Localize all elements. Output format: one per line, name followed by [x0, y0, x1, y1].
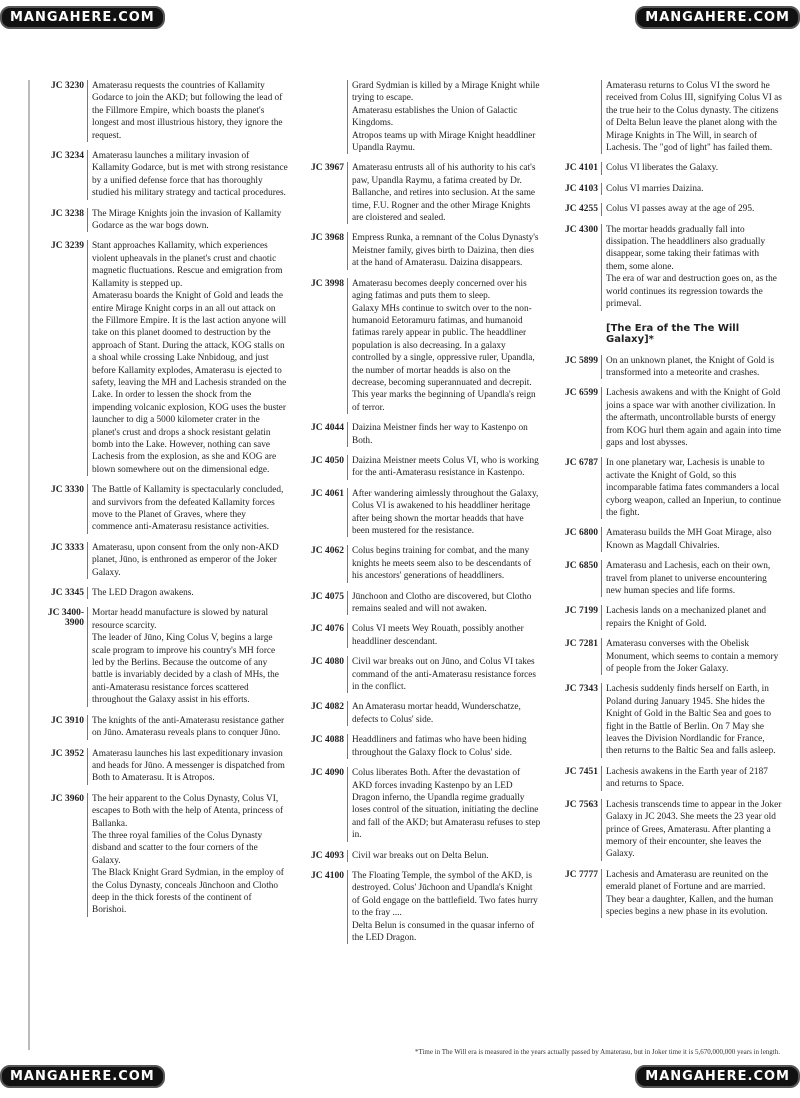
entry-paragraph: The leader of Jūno, King Colus V, begins a large scale program to improve his country's MH force led by the Berlins. Because the outcome of any battle is invariably decided by a clash of MHs, the anti-Amaterasu resistance forces scattered throughout the Galaxy assist in his efforts. — [92, 633, 279, 706]
entry-paragraph: Amaterasu returns to Colus VI the sword he received from Colus III, signifying Colus VI as the true heir to the Colus dynasty. The citizens of Delta Belun leave the planet along with the Mirage Knights in The Will, in search of Lachesis. The "god of light" has failed them. — [606, 81, 782, 154]
entry-date: JC 3400-3900 — [47, 608, 84, 629]
entry-paragraph: The Black Knight Grard Sydmian, in the employ of the Colus Dynasty, conceals Jūnchoon and Clotho deep in the thick forests of the continent of Borishoi. — [92, 868, 284, 916]
entry-divider — [87, 240, 88, 476]
timeline-entry — [544, 605, 782, 630]
entry-text — [606, 162, 782, 174]
entry-divider — [347, 545, 348, 582]
entry-date: JC 4075 — [311, 591, 344, 602]
entry-divider — [601, 203, 602, 215]
entry-paragraph: Colus begins training for combat, and the many knights he meets seem also to be descendants of his ancestors' generations of headdliners. — [352, 546, 532, 582]
entry-paragraph: The era of war and destruction goes on, as the world continues its regression towards the primeval. — [606, 274, 777, 310]
timeline-entry — [544, 162, 782, 174]
entry-date: JC 4080 — [311, 657, 344, 668]
timeline-entry — [544, 203, 782, 215]
entry-text — [92, 607, 288, 706]
entry-paragraph: Daizina Meistner meets Colus VI, who is working for the anti-Amaterasu resistance in Kastenpo. — [352, 455, 539, 479]
entry-divider — [347, 870, 348, 944]
entry-paragraph: Headdliners and fatimas who have been hiding throughout the Galaxy flock to Colus' side. — [352, 735, 527, 758]
entry-paragraph: The Battle of Kallamity is spectacularly concluded, and survivors from the defeated Kallamity forces move to the Planet of Graves, where they commence anti-Amaterasu resistance activities. — [92, 485, 284, 533]
entry-text — [92, 80, 288, 142]
entry-divider — [601, 355, 602, 380]
entry-paragraph: Colus VI passes away at the age of 295. — [606, 204, 755, 215]
entry-date: JC 4090 — [311, 768, 344, 779]
entry-paragraph: Amaterasu converses with the Obelisk Monument, which seems to contain a memory of people from the Joker Galaxy. — [606, 639, 779, 675]
timeline-entry — [544, 799, 782, 861]
entry-paragraph: The Floating Temple, the symbol of the AKD, is destroyed. Colus' Jūchoon and Upandla's Knight of Gold engage on the battlefield. Two fates hurry to the fray .... — [352, 870, 538, 919]
entry-text — [606, 683, 782, 757]
watermark-top-right: MANGAHERE.COM — [635, 6, 800, 29]
entry-date: JC 4103 — [565, 183, 598, 194]
entry-divider — [601, 224, 602, 311]
timeline-entry — [30, 80, 288, 142]
timeline-entry — [544, 387, 782, 449]
entry-divider — [347, 767, 348, 841]
entry-divider — [601, 869, 602, 919]
entry-divider — [347, 232, 348, 269]
entry-date: JC 3234 — [51, 151, 84, 162]
entry-text — [352, 232, 542, 269]
entry-text — [352, 870, 542, 944]
entry-date: JC 3239 — [51, 241, 84, 252]
entry-date: JC 4088 — [311, 735, 344, 746]
entry-date: JC 3910 — [51, 715, 84, 726]
entry-paragraph: Lachesis transcends time to appear in the Joker Galaxy in JC 2043. She meets the 23 year old prince of Grees, Amaterasu. After planting a memory of their encounter, she leaves the Galaxy. — [606, 799, 782, 860]
entry-divider — [601, 387, 602, 449]
entry-text — [606, 355, 782, 380]
entry-paragraph: Jūnchoon and Clotho are discovered, but Clotho remains sealed and will not awaken. — [352, 591, 532, 615]
timeline-entry — [290, 278, 542, 414]
timeline-entry — [30, 587, 288, 599]
entry-date: JC 4082 — [311, 702, 344, 713]
timeline-entry — [544, 638, 782, 675]
entry-text — [606, 457, 782, 519]
entry-paragraph: The three royal families of the Colus Dynasty disband and scatter to the four corners of the Galaxy. — [92, 830, 263, 866]
entry-text — [606, 638, 782, 675]
entry-paragraph: Amaterasu entrusts all of his authority to his cat's paw, Upandla Raymu, a fatima created by Dr. Ballanche, and retires into seclusion. At the same time, F.U. Rogner and the other Mirage Knights are cloistered and sealed. — [352, 163, 536, 224]
timeline-entry — [290, 701, 542, 726]
entry-divider — [601, 605, 602, 630]
entry-divider — [601, 683, 602, 757]
entry-text — [352, 701, 542, 726]
entry-text — [606, 766, 782, 791]
entry-divider — [87, 80, 88, 142]
timeline-entry — [544, 527, 782, 552]
timeline-entry — [290, 455, 542, 480]
entry-paragraph: On an unknown planet, the Knight of Gold is transformed into a meteorite and crashes. — [606, 355, 775, 378]
entry-paragraph: The Mirage Knights join the invasion of Kallamity Godarce as the war bogs down. — [92, 208, 282, 232]
entry-text — [606, 799, 782, 861]
entry-text — [352, 278, 542, 414]
timeline-entry — [290, 232, 542, 269]
entry-date: JC 4100 — [311, 870, 344, 881]
entry-text — [92, 208, 288, 233]
entry-text — [352, 162, 542, 224]
entry-text — [606, 560, 782, 597]
timeline-entry — [30, 150, 288, 200]
entry-date: JC 3238 — [51, 208, 84, 219]
entry-paragraph: Amaterasu and Lachesis, each on their own, travel from planet to universe encountering new human species and life forms. — [606, 561, 771, 596]
entry-divider — [87, 208, 88, 233]
entry-paragraph: Lachesis and Amaterasu are reunited on the emerald planet of Fortune and are married. They bear a daughter, Kallen, and the human species begins a new phase in its evolution. — [606, 869, 774, 917]
timeline-column-1 — [30, 80, 288, 925]
entry-text — [352, 734, 542, 759]
entry-divider — [87, 748, 88, 785]
timeline-page — [28, 80, 782, 1050]
entry-divider — [601, 183, 602, 195]
entry-text — [352, 850, 542, 862]
entry-paragraph: The knights of the anti-Amaterasu resistance gather on Jūno. Amaterasu reveals plans to conquer Jūno. — [92, 715, 285, 739]
timeline-entry — [30, 240, 288, 476]
timeline-entry — [544, 224, 782, 311]
timeline-column-3 — [544, 80, 782, 926]
entry-divider — [601, 162, 602, 174]
timeline-entry — [544, 766, 782, 791]
entry-date: JC 4044 — [311, 423, 344, 434]
timeline-entry — [544, 355, 782, 380]
entry-date: JC 3333 — [51, 542, 84, 553]
entry-date: JC 4255 — [565, 204, 598, 215]
watermark-top-left: MANGAHERE.COM — [0, 6, 165, 29]
entry-date: JC 3960 — [51, 793, 84, 804]
entry-paragraph: Lachesis suddenly finds herself on Earth, in Poland during January 1945. She hides the Knight of Gold in the Baltic Sea and goes to fight in the Battle of Berlin. On 7 May she leaves the Division Nordlandic for France, then returns to the Baltic Sea and falls asleep. — [606, 684, 776, 757]
entry-paragraph: Colus VI liberates the Galaxy. — [606, 163, 719, 174]
entry-divider — [347, 734, 348, 759]
entry-paragraph: After wandering aimlessly throughout the Galaxy, Colus VI is awakened to his headdliner heritage after being shown the mortar headds that have been mustered for the resistance. — [352, 488, 539, 536]
entry-paragraph: The LED Dragon awakens. — [92, 588, 194, 599]
timeline-entry — [290, 422, 542, 447]
entry-divider — [601, 799, 602, 861]
entry-divider — [601, 80, 602, 154]
entry-paragraph: Amaterasu establishes the Union of Galactic Kingdoms. — [352, 105, 518, 129]
entry-date: JC 6850 — [565, 561, 598, 572]
entry-paragraph: Amaterasu boards the Knight of Gold and leads the entire Mirage Knight corps in an all out attack on the Fillmore Empire. It is the last action anyone will take on this planet doomed to destruction by the approach of Stant. During the attack, KOG stalls on a shoal while crossing Lake Nnbidoug, and just before Kallamity explodes, Amaterasu is ejected to safety, leaving the MH and Lachesis stranded on the Lake. In order to lessen the shock from the impending volcanic explosion, KOG uses the buster launcher to dig a 5000 kilometer crater in the planet's crust and drops a shock resistant gelatin bomb into the Lake. However, nothing can save Lachesis from the explosion, as she and KOG are blown somewhere out on the dimensional edge. — [92, 291, 287, 475]
entry-date: JC 3967 — [311, 163, 344, 174]
entry-text — [606, 869, 782, 919]
entry-divider — [87, 542, 88, 579]
entry-divider — [87, 150, 88, 200]
entry-paragraph: Amaterasu becomes deeply concerned over his aging fatimas and puts them to sleep. — [352, 278, 527, 302]
entry-divider — [87, 587, 88, 599]
entry-paragraph: Amaterasu launches a military invasion of Kallamity Godarce, but is met with strong resistance by a unified defense force that has thoroughly studied his military strategy and tactical procedures. — [92, 151, 288, 199]
timeline-entry — [290, 80, 542, 154]
timeline-entry — [290, 162, 542, 224]
timeline-entry — [544, 183, 782, 195]
entry-divider — [87, 484, 88, 534]
timeline-entry — [30, 208, 288, 233]
entry-date: JC 7451 — [565, 766, 598, 777]
timeline-entry — [544, 560, 782, 597]
entry-text — [352, 422, 542, 447]
timeline-entry — [290, 545, 542, 582]
entry-text — [352, 455, 542, 480]
timeline-entry — [30, 542, 288, 579]
timeline-entry — [544, 869, 782, 919]
entry-divider — [347, 850, 348, 862]
entry-paragraph: Galaxy MHs continue to switch over to the non-humanoid Eetoramuru fatimas, and humanoid fatimas rarely appear in public. The headdliner population is also decreasing. In a galaxy controlled by a single, oppressive ruler, Upandla, the number of mortar headds is also on the decrease, becoming superannuated and decrepit. — [352, 303, 535, 388]
entry-paragraph: Colus VI marries Daizina. — [606, 183, 704, 194]
entry-divider — [347, 656, 348, 693]
entry-text — [606, 387, 782, 449]
watermark-bottom-right: MANGAHERE.COM — [635, 1065, 800, 1088]
entry-date: JC 6800 — [565, 528, 598, 539]
entry-paragraph: This year marks the beginning of Upandla's reign of terror. — [352, 390, 536, 413]
entry-divider — [601, 457, 602, 519]
timeline-entry — [544, 683, 782, 757]
entry-divider — [347, 422, 348, 447]
entry-paragraph: In one planetary war, Lachesis is unable to activate the Knight of Gold, so this incomparable fatima fates commanders a local cyborg weapon, called an Inperiun, to continue the fight. — [606, 458, 781, 518]
entry-text — [352, 623, 542, 648]
timeline-column-2 — [290, 80, 542, 952]
timeline-entry — [290, 734, 542, 759]
entry-text — [352, 767, 542, 841]
entry-text — [352, 488, 542, 538]
entry-date: JC 3345 — [51, 588, 84, 599]
entry-text — [92, 542, 288, 579]
timeline-entry — [30, 715, 288, 740]
entry-paragraph: Empress Runka, a remnant of the Colus Dynasty's Meistner family, gives birth to Daizina, then dies at the hand of Amaterasu. Daizina disappears. — [352, 233, 539, 269]
entry-divider — [347, 80, 348, 154]
timeline-entry — [290, 850, 542, 862]
entry-date: JC 7777 — [565, 869, 598, 880]
entry-paragraph: Lachesis awakens in the Earth year of 2187 and returns to Space. — [606, 766, 768, 790]
entry-text — [352, 656, 542, 693]
timeline-entry — [290, 767, 542, 841]
entry-divider — [347, 278, 348, 414]
entry-divider — [347, 701, 348, 726]
entry-divider — [601, 527, 602, 552]
entry-text — [92, 587, 288, 599]
entry-divider — [601, 766, 602, 791]
entry-date: JC 4061 — [311, 488, 344, 499]
entry-text — [606, 527, 782, 552]
era-heading: [The Era of the The Will Galaxy]* — [606, 322, 740, 345]
timeline-entry — [290, 623, 542, 648]
entry-text — [92, 793, 288, 917]
entry-paragraph: Colus liberates Both. After the devastation of AKD forces invading Kastenpo by an LED Dragon inferno, the Upandla regime gradually loses control of the situation, initiating the decline and fall of the AKD; but Amaterasu refuses to step in. — [352, 768, 541, 841]
entry-paragraph: Amaterasu, upon consent from the only non-AKD planet, Jūno, is enthroned as emperor of the Joker Galaxy. — [92, 542, 279, 578]
entry-paragraph: Civil war breaks out on Jūno, and Colus VI takes command of the anti-Amaterasu resistance forces in the conflict. — [352, 657, 537, 693]
entry-paragraph: Amaterasu requests the countries of Kallamity Godarce to join the AKD; but following the lead of the Fillmore Empire, which boasts the planet's longest and most illustrious history, they ignore the request. — [92, 81, 283, 141]
entry-divider — [87, 715, 88, 740]
entry-date: JC 3952 — [51, 748, 84, 759]
entry-divider — [347, 488, 348, 538]
entry-date: JC 3330 — [51, 485, 84, 496]
timeline-entry — [30, 793, 288, 917]
timeline-entry — [544, 80, 782, 154]
entry-text — [606, 605, 782, 630]
timeline-entry — [544, 457, 782, 519]
entry-date: JC 4300 — [565, 224, 598, 235]
entry-date: JC 4062 — [311, 546, 344, 557]
entry-paragraph: The heir apparent to the Colus Dynasty, Colus VI, escapes to Both with the help of Atenta, princess of Ballanka. — [92, 793, 284, 829]
entry-paragraph: Lachesis awakens and with the Knight of Gold joins a space war with another civilization. In the aftermath, uncontrollable bursts of energy from KOG hurl them again and again into time gaps and lost abysses. — [606, 388, 782, 448]
timeline-entry — [290, 656, 542, 693]
entry-divider — [87, 607, 88, 706]
entry-date: JC 4076 — [311, 624, 344, 635]
entry-paragraph: Colus VI meets Wey Rouath, possibly another headdliner descendant. — [352, 624, 524, 647]
entry-paragraph: An Amaterasu mortar headd, Wunderschatze, defects to Colus' side. — [352, 702, 521, 725]
entry-paragraph: Stant approaches Kallamity, which experiences violent upheavals in the planet's crust and chaotic magnetic fluctuations. Rescue and emigration from Kallamity is stepped up. — [92, 241, 283, 289]
entry-paragraph: Amaterasu launches his last expeditionary invasion and heads for Jūno. A messenger is dispatched from Both to Amaterasu. It is Atropos. — [92, 748, 285, 784]
entry-paragraph: Grard Sydmian is killed by a Mirage Knight while trying to escape. — [352, 81, 540, 104]
timeline-entry — [290, 591, 542, 616]
entry-date: JC 4101 — [565, 163, 598, 174]
entry-date: JC 7343 — [565, 684, 598, 695]
entry-paragraph: The mortar headds gradually fall into dissipation. The headdliners also gradually disappear, some taking their fatimas with them, some alone. — [606, 224, 766, 272]
entry-date: JC 6787 — [565, 458, 598, 469]
entry-date: JC 7563 — [565, 799, 598, 810]
entry-text — [606, 224, 782, 311]
entry-date: JC 5899 — [565, 355, 598, 366]
entry-divider — [347, 455, 348, 480]
watermark-bottom-left: MANGAHERE.COM — [0, 1065, 165, 1088]
entry-date: JC 4093 — [311, 850, 344, 861]
timeline-entry — [30, 607, 288, 706]
timeline-entry — [30, 484, 288, 534]
entry-date: JC 3230 — [51, 81, 84, 91]
entry-paragraph: Delta Belun is consumed in the quasar inferno of the LED Dragon. — [352, 920, 535, 943]
entry-divider — [87, 793, 88, 917]
entry-date: JC 3968 — [311, 233, 344, 244]
entry-paragraph: Civil war breaks out on Delta Belun. — [352, 850, 489, 861]
entry-text — [352, 591, 542, 616]
entry-text — [92, 748, 288, 785]
entry-date: JC 4050 — [311, 455, 344, 466]
entry-paragraph: Daizina Meistner finds her way to Kastenpo on Both. — [352, 423, 528, 446]
entry-text — [92, 150, 288, 200]
entry-text — [606, 203, 782, 215]
entry-text — [92, 240, 288, 476]
entry-paragraph: Atropos teams up with Mirage Knight headdliner Upandla Raymu. — [352, 130, 536, 154]
entry-date: JC 7199 — [565, 606, 598, 617]
entry-divider — [347, 591, 348, 616]
entry-text — [92, 715, 288, 740]
entry-paragraph: Amaterasu builds the MH Goat Mirage, also Known as Magdall Chivalries. — [606, 528, 772, 551]
entry-date: JC 6599 — [565, 388, 598, 399]
entry-text — [606, 80, 782, 154]
entry-text — [352, 545, 542, 582]
entry-divider — [347, 623, 348, 648]
entry-divider — [601, 638, 602, 675]
timeline-entry — [30, 748, 288, 785]
entry-divider — [601, 560, 602, 597]
timeline-entry — [290, 488, 542, 538]
entry-date: JC 3998 — [311, 278, 344, 289]
entry-paragraph: Mortar headd manufacture is slowed by natural resource scarcity. — [92, 608, 269, 631]
entry-date: JC 7281 — [565, 639, 598, 650]
entry-paragraph: Lachesis lands on a mechanized planet and repairs the Knight of Gold. — [606, 606, 767, 629]
entry-text — [352, 80, 542, 154]
timeline-entry — [290, 870, 542, 944]
footnote: *Time in The Will era is measured in the years actually passed by Amaterasu, but in Joker time it is 5,670,000,000 years in length. — [414, 1048, 780, 1056]
entry-text — [92, 484, 288, 534]
entry-text — [606, 183, 782, 195]
entry-divider — [347, 162, 348, 224]
